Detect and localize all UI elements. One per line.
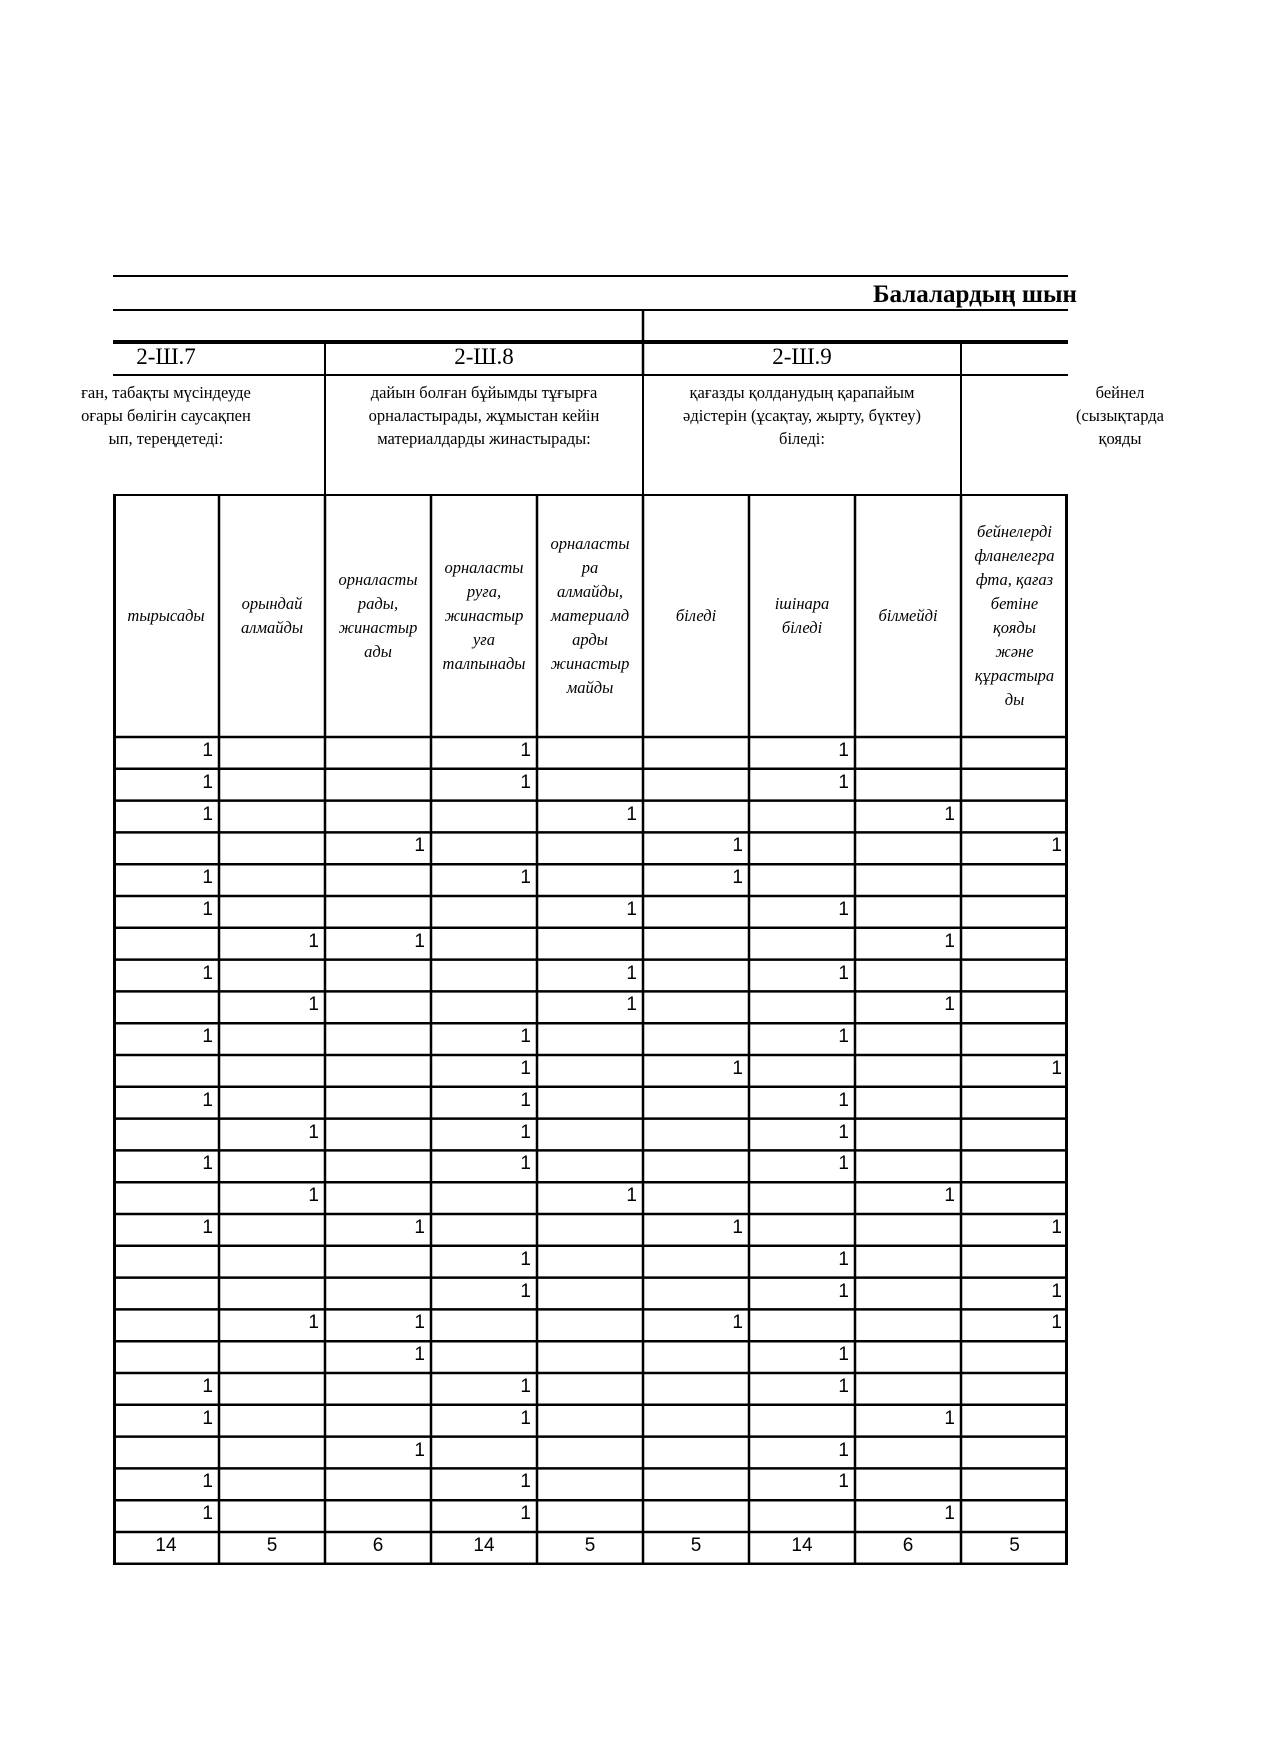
table-cell: 1: [202, 899, 213, 920]
total-cell: 5: [1009, 1535, 1020, 1556]
table-cell: 1: [1051, 1058, 1062, 1079]
table-cell: 1: [520, 1407, 531, 1429]
table-cell: 1: [202, 771, 213, 793]
table-cell: 1: [414, 1217, 425, 1238]
table-cell: 1: [838, 899, 849, 920]
column-header: орналасты ра алмайды, материалд арды жинастыр майды: [550, 534, 630, 697]
table-cell: 1: [838, 1344, 849, 1366]
group-code: 2-Ш.7: [136, 344, 196, 369]
table-cell: 1: [838, 1089, 849, 1111]
spreadsheet-sheet: [81, 276, 1164, 1566]
table-cell: 1: [308, 994, 319, 1016]
group-description: бейнел (сызықтарда қояды: [1075, 383, 1164, 448]
total-cell: 5: [584, 1535, 596, 1556]
table-cell: 1: [732, 867, 743, 889]
column-header: тырысады: [127, 606, 205, 625]
table-cell: 1: [308, 1185, 319, 1207]
table-cell: 1: [520, 1280, 531, 1302]
table-cell: 1: [732, 1217, 743, 1238]
table-cell: 1: [732, 1312, 743, 1334]
table-cell: 1: [626, 803, 637, 825]
table-cell: 1: [944, 1185, 955, 1207]
total-cell: 6: [902, 1535, 914, 1556]
table-cell: 1: [838, 771, 849, 793]
table-cell: 1: [414, 1312, 425, 1334]
table-cell: 1: [308, 1312, 319, 1334]
table-cell: 1: [202, 962, 213, 984]
table-cell: 1: [202, 1153, 213, 1175]
table-cell: 1: [520, 740, 531, 761]
table-cell: 1: [202, 1217, 213, 1238]
table-cell: 1: [202, 803, 213, 825]
group-description: қағазды қолданудың қарапайым әдістерін (ұсақтау, жырту, бүктеу) біледі:: [683, 383, 921, 448]
table-cell: 1: [838, 740, 849, 761]
table-cell: 1: [520, 771, 531, 793]
table-cell: 1: [202, 1089, 213, 1111]
table-cell: 1: [838, 1376, 849, 1397]
table-cell: 1: [308, 930, 319, 952]
table-cell: 1: [1051, 1217, 1062, 1238]
table-cell: 1: [520, 867, 531, 889]
table-cell: 1: [202, 867, 213, 889]
table-cell: 1: [202, 740, 213, 761]
column-header: орындай алмайды: [241, 594, 303, 637]
table-cell: 1: [1051, 835, 1062, 857]
sheet-title: Балалардың шын: [873, 281, 1077, 308]
column-header: біледі: [675, 606, 717, 625]
group-description: ған, табақты мүсіндеуде оғары бөлігін саусақпен ып, тереңдетеді:: [81, 383, 251, 448]
column-header: ішінара біледі: [774, 594, 830, 637]
group-description: дайын болған бұйымды тұғырға орналастырады, жұмыстан кейін материалдарды жинастырады:: [368, 383, 600, 448]
table-cell: 1: [520, 1153, 531, 1175]
table-cell: 1: [944, 994, 955, 1016]
table-cell: 1: [520, 1058, 531, 1079]
table-cell: 1: [202, 1471, 213, 1493]
total-cell: 14: [473, 1535, 495, 1556]
table-cell: 1: [838, 1026, 849, 1048]
group-code: 2-Ш.9: [772, 344, 832, 369]
table-cell: 1: [944, 930, 955, 952]
table-cell: 1: [838, 1439, 849, 1461]
table-cell: 1: [202, 1407, 213, 1429]
column-header: бейнелерді фланелегра фта, қағаз бетіне қояды және құрастыра ды: [974, 522, 1055, 709]
table-cell: 1: [1051, 1312, 1062, 1334]
table-cell: 1: [732, 1058, 743, 1079]
table-cell: 1: [520, 1471, 531, 1493]
table-cell: 1: [202, 1026, 213, 1048]
table-cell: 1: [944, 1407, 955, 1429]
table-cell: 1: [414, 835, 425, 857]
table-cell: 1: [732, 835, 743, 857]
table-cell: 1: [838, 1471, 849, 1493]
total-cell: 5: [690, 1535, 702, 1556]
table-cell: 1: [520, 1026, 531, 1048]
table-cell: 1: [944, 803, 955, 825]
table-cell: 1: [520, 1121, 531, 1143]
table-cell: 1: [838, 962, 849, 984]
group-code: 2-Ш.8: [454, 344, 514, 369]
table-cell: 1: [1051, 1280, 1062, 1302]
table-cell: 1: [626, 1185, 637, 1207]
table-cell: 1: [202, 1503, 213, 1525]
table-cell: 1: [838, 1248, 849, 1270]
table-cell: 1: [838, 1280, 849, 1302]
table-cell: 1: [414, 930, 425, 952]
table-cell: 1: [626, 994, 637, 1016]
table-cell: 1: [626, 962, 637, 984]
total-cell: 14: [791, 1535, 813, 1556]
total-cell: 6: [372, 1535, 384, 1556]
table-cell: 1: [944, 1503, 955, 1525]
table-cell: 1: [308, 1121, 319, 1143]
table-cell: 1: [202, 1376, 213, 1397]
table-cell: 1: [520, 1248, 531, 1270]
table-cell: 1: [414, 1344, 425, 1366]
table-cell: 1: [520, 1503, 531, 1525]
table-cell: 1: [520, 1089, 531, 1111]
total-cell: 14: [155, 1535, 177, 1556]
column-header: білмейді: [878, 606, 938, 625]
table-cell: 1: [838, 1153, 849, 1175]
column-header: орналасты руға, жинастыр уға талпынады: [442, 558, 526, 673]
table-cell: 1: [838, 1121, 849, 1143]
table-cell: 1: [414, 1439, 425, 1461]
table-cell: 1: [520, 1376, 531, 1397]
total-cell: 5: [266, 1535, 278, 1556]
column-header: орналасты рады, жинастыр ады: [338, 570, 418, 661]
table-cell: 1: [626, 899, 637, 920]
